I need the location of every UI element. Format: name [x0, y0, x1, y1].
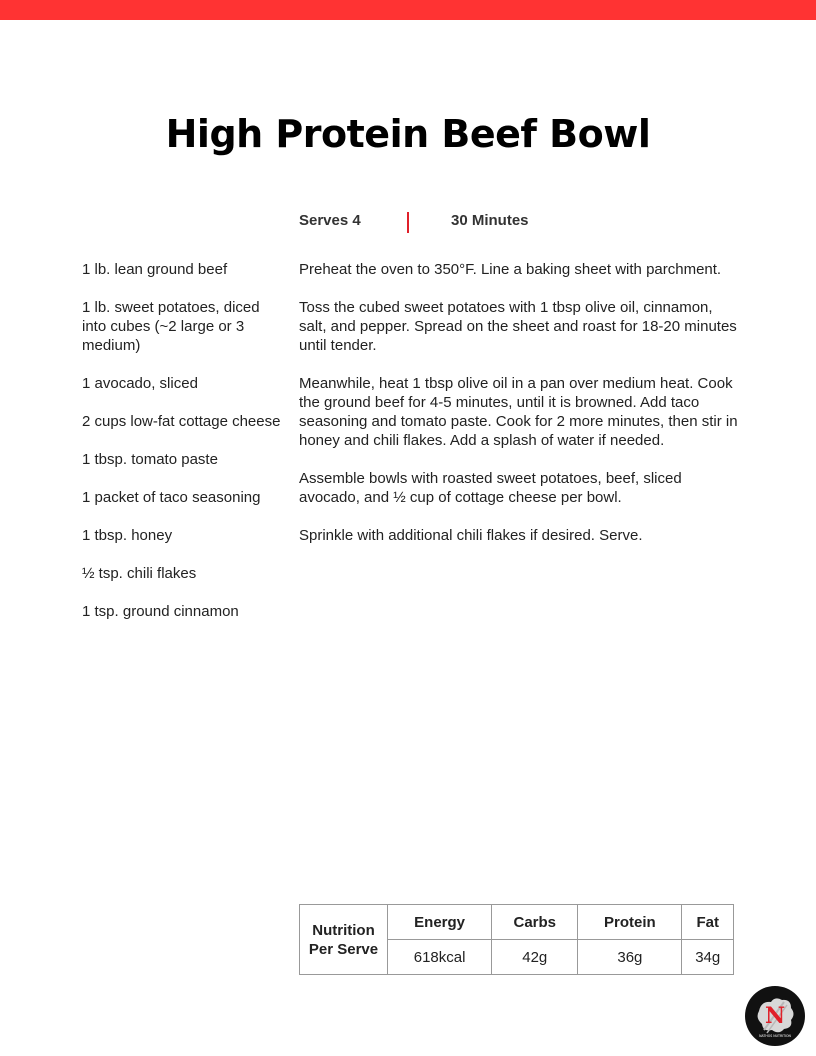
nutrition-header-energy: Energy	[388, 905, 492, 940]
ingredient-item: ½ tsp. chili flakes	[82, 565, 197, 582]
ingredient-item: 1 tbsp. honey	[82, 527, 173, 544]
ingredient-list	[82, 260, 282, 640]
method-step: Meanwhile, heat 1 tbsp olive oil in a pan over medium heat. Cook the ground beef for 4-5 minutes, until it is browned. Add taco seasoning and tomato paste. Cook for 2 more minutes, then stir in honey and chili flakes. Add a splash of water if needed.	[299, 375, 738, 449]
ingredient-item: 1 tbsp. tomato paste	[82, 451, 218, 468]
meta-divider	[407, 212, 409, 233]
time-label: 30 Minutes	[451, 212, 529, 229]
nutrition-header-protein: Protein	[578, 905, 682, 940]
ingredient-item: 1 tsp. ground cinnamon	[82, 603, 239, 620]
method-step: Assemble bowls with roasted sweet potatoes, beef, sliced avocado, and ½ cup of cottage cheese per bowl.	[299, 470, 682, 506]
nutrition-header-row	[300, 905, 734, 940]
nutrition-value-fat: 34g	[682, 940, 734, 975]
brand-logo-icon	[744, 985, 806, 1047]
page-title: High Protein Beef Bowl	[165, 112, 651, 156]
ingredient-item: 1 lb. lean ground beef	[82, 261, 228, 278]
svg-text:NATHOS NUTRITION: NATHOS NUTRITION	[759, 1034, 791, 1038]
method-steps	[299, 260, 739, 564]
nutrition-label-line2: Per Serve	[308, 940, 379, 958]
nutrition-header-fat: Fat	[682, 905, 734, 940]
ingredient-item: 1 lb. sweet potatoes, diced into cubes (~2 large or 3 medium)	[82, 299, 260, 354]
top-accent-bar	[0, 0, 816, 20]
nutrition-label-line1: Nutrition	[312, 921, 375, 939]
nutrition-label	[300, 905, 388, 975]
method-step: Toss the cubed sweet potatoes with 1 tbsp olive oil, cinnamon, salt, and pepper. Spread on the sheet and roast for 18-20 minutes until tender.	[299, 299, 737, 354]
svg-text:N: N	[764, 1003, 786, 1029]
ingredient-item: 1 avocado, sliced	[82, 375, 198, 392]
method-step: Sprinkle with additional chili flakes if desired. Serve.	[299, 527, 643, 544]
ingredient-item: 1 packet of taco seasoning	[82, 489, 261, 506]
nutrition-value-protein: 36g	[578, 940, 682, 975]
ingredient-item: 2 cups low-fat cottage cheese	[82, 413, 281, 430]
nutrition-header-carbs: Carbs	[492, 905, 578, 940]
method-step: Preheat the oven to 350°F. Line a baking sheet with parchment.	[299, 261, 722, 278]
servings-label: Serves 4	[299, 212, 361, 229]
nutrition-value-energy: 618kcal	[388, 940, 492, 975]
nutrition-table	[299, 904, 734, 975]
nutrition-value-carbs: 42g	[492, 940, 578, 975]
